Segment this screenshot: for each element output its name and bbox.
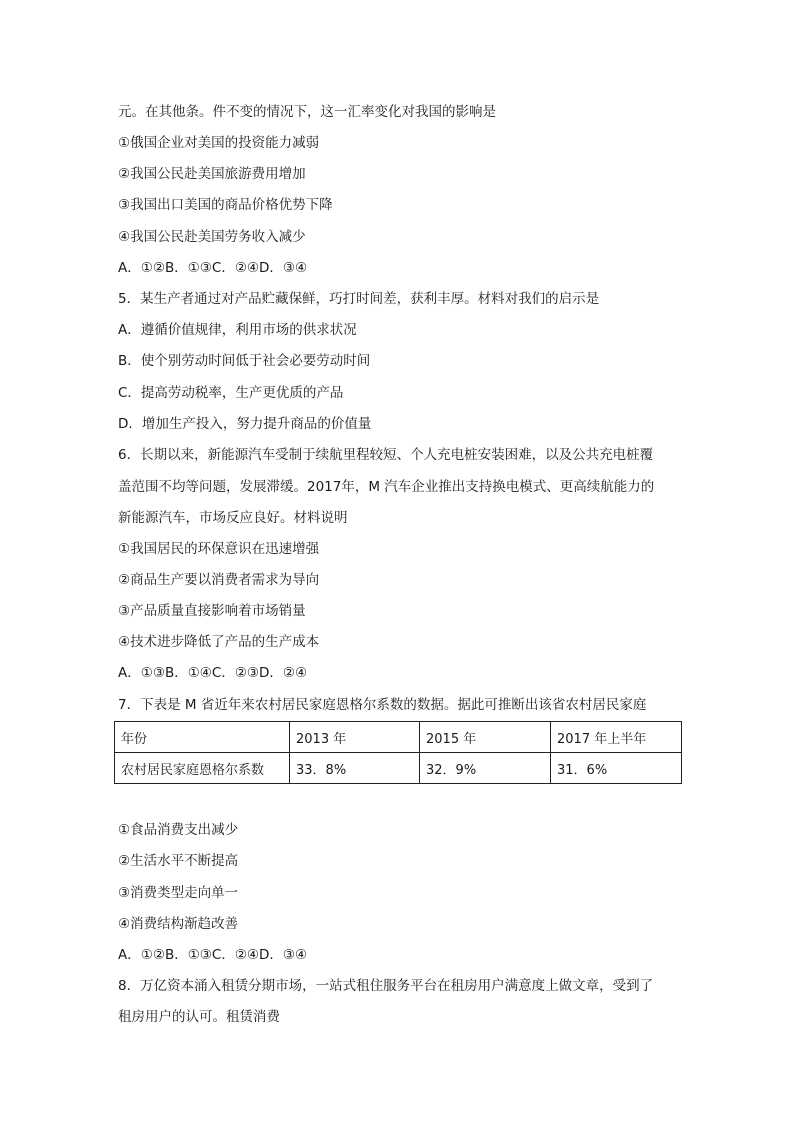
- q5-option-d: D．增加生产投入，努力提升商品的价值量: [118, 416, 372, 432]
- q7-statement-3: ③消费类型走向单一: [118, 885, 239, 901]
- q7-stem: 7．下表是 M 省近年来农村居民家庭恩格尔系数的数据。据此可推断出该省农村居民家庭: [118, 697, 647, 713]
- engel-coefficient-table: [114, 721, 682, 784]
- q6-answer-options: A．①③B．①④C．②③D．②④: [118, 665, 308, 681]
- q6-statement-3: ③产品质量直接影响着市场销量: [118, 603, 306, 619]
- table-header-cell: 年份: [115, 722, 290, 753]
- table-header-cell: 2013 年: [290, 722, 420, 753]
- q7-statement-2: ②生活水平不断提高: [118, 853, 239, 869]
- q8-stem-line-1: 8．万亿资本涌入租赁分期市场，一站式租住服务平台在租房用户满意度上做文章，受到了: [118, 978, 654, 994]
- q4-stem-continued: 元。在其他条。件不变的情况下，这一汇率变化对我国的影响是: [118, 104, 496, 120]
- q4-statement-4: ④我国公民赴美国劳务收入减少: [118, 229, 306, 245]
- q6-statement-1: ①我国居民的环保意识在迅速增强: [118, 541, 320, 557]
- q6-stem-line-1: 6．长期以来，新能源汽车受制于续航里程较短、个人充电桩安装困难，以及公共充电桩覆: [118, 447, 654, 463]
- q8-stem-line-2: 租房用户的认可。租赁消费: [118, 1009, 280, 1025]
- q6-stem-line-2: 盖范围不均等问题，发展滞缓。2017年，M 汽车企业推出支持换电模式、更高续航能力的: [118, 479, 655, 495]
- q6-statement-2: ②商品生产要以消费者需求为导向: [118, 572, 320, 588]
- table-cell: 33．8%: [290, 753, 420, 784]
- q7-statement-4: ④消费结构渐趋改善: [118, 916, 239, 932]
- q5-stem: 5．某生产者通过对产品贮藏保鲜，巧打时间差，获利丰厚。材料对我们的启示是: [118, 291, 600, 307]
- table-cell: 32．9%: [420, 753, 551, 784]
- table-cell: 农村居民家庭恩格尔系数: [115, 753, 290, 784]
- q5-option-b: B．使个别劳动时间低于社会必要劳动时间: [118, 353, 371, 369]
- table-header-cell: 2015 年: [420, 722, 551, 753]
- q4-statement-2: ②我国公民赴美国旅游费用增加: [118, 166, 306, 182]
- table-row: [115, 753, 682, 784]
- q5-option-a: A．遵循价值规律，利用市场的供求状况: [118, 322, 357, 338]
- table-header-row: [115, 722, 682, 753]
- q6-statement-4: ④技术进步降低了产品的生产成本: [118, 634, 320, 650]
- table-header-cell: 2017 年上半年: [551, 722, 682, 753]
- q4-statement-1: ①俄国企业对美国的投资能力减弱: [118, 135, 320, 151]
- q6-stem-line-3: 新能源汽车，市场反应良好。材料说明: [118, 510, 348, 526]
- q4-statement-3: ③我国出口美国的商品价格优势下降: [118, 197, 333, 213]
- table-cell: 31．6%: [551, 753, 682, 784]
- q7-answer-options: A．①②B．①③C．②④D．③④: [118, 947, 308, 963]
- q5-option-c: C．提高劳动税率，生产更优质的产品: [118, 385, 344, 401]
- q7-statement-1: ①食品消费支出减少: [118, 822, 239, 838]
- q4-answer-options: A．①②B．①③C．②④D．③④: [118, 260, 308, 276]
